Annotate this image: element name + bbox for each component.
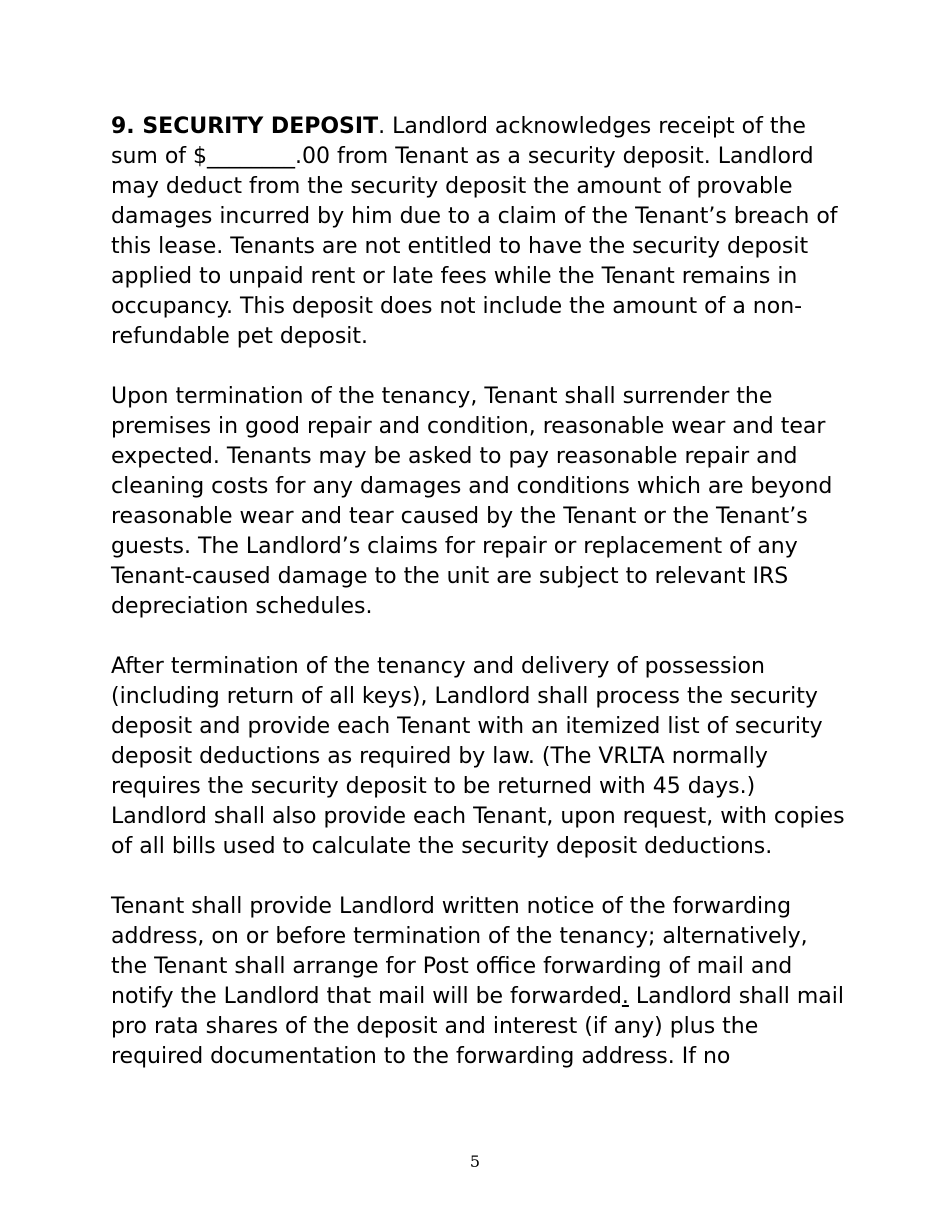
- page-number: 5: [469, 1152, 481, 1171]
- paragraph-termination-repairs: Upon termination of the tenancy, Tenant shall surrender the premises in good repair and condition, reasonable wear and tear expected. Tenants may be asked to pay reasonable repair and cleaning costs for any damages and conditions which are beyond reasonable wear and tear caused by the Tenant or the Tenant’s guests. The Landlord’s claims for repair or replacement of any Tenant-caused damage to the unit are subject to relevant IRS depreciation schedules.: [111, 384, 833, 619]
- paragraph-4-text-a: Tenant shall provide Landlord written notice of the forwarding address, on or before termination of the tenancy; alternatively, the Tenant shall arrange for Post office forwarding of mail and notify the Landlord that mail will be forwarded: [111, 894, 808, 1009]
- paragraph-1-text: . Landlord acknowledges receipt of the sum of $________.00 from Tenant as a security deposit. Landlord may deduct from the security deposit the amount of provable damages incurred by him due to a claim of the Tenant’s breach of this lease. Tenants are not entitled to have the security deposit applied to unpaid rent or late fees while the Tenant remains in occupancy. This deposit does not include the amount of a non-refundable pet deposit.: [111, 114, 838, 349]
- underlined-period: .: [621, 984, 629, 1009]
- paragraph-itemized-deductions: After termination of the tenancy and delivery of possession (including return of all keys), Landlord shall process the security deposit and provide each Tenant with an itemized list of security deposit deductions as required by law. (The VRLTA normally requires the security deposit to be returned with 45 days.) Landlord shall also provide each Tenant, upon request, with copies of all bills used to calculate the security deposit deductions.: [111, 654, 845, 859]
- paragraph-4-text-b: Landlord shall mail pro rata shares of the deposit and interest (if any) plus the required documentation to the forwarding address. If no: [111, 984, 844, 1069]
- section-heading: 9. SECURITY DEPOSIT: [111, 114, 379, 139]
- paragraph-forwarding-address: [111, 892, 846, 1072]
- paragraph-security-deposit: [111, 112, 846, 352]
- page-body: [111, 112, 846, 1102]
